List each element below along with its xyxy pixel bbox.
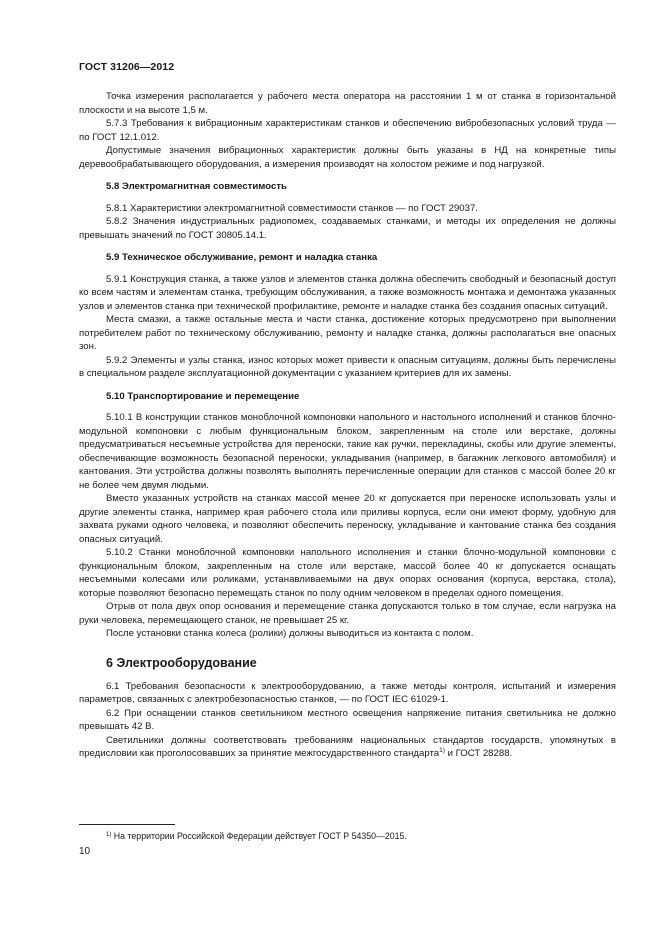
paragraph: 5.10.2 Станки моноблочной компоновки напольного исполнения и станки блочно-модульной компоновки с функциональным блоком, закрепленным на столе или верстаке, массой более 40 кг допускается оснащать несъемными колесами или роликами, устанавливаемыми на двух опорах основания (корпуса, верстака, стола), которые позволяют безопасно перемещать станок по полу одним человеком в пределах одного помещения. [79, 547, 616, 599]
paragraph: 5.8.1 Характеристики электромагнитной совместимости станков — по ГОСТ 29037. [106, 202, 478, 214]
paragraph-text: Светильники должны соответствовать требованиям национальных стандартов государств, упомянутых в предисловии как проголосовавших за принятие межгосударственного стандарта [79, 734, 616, 759]
paragraph: 6.1 Требования безопасности к электрооборудованию, а также методы контроля, испытаний и измерения параметров, связанных с электробезопасностью станков, — по ГОСТ IEC 61029-1. [79, 680, 616, 705]
footnote-reference[interactable]: 1) [439, 747, 445, 754]
footnote-text: На территории Российской Федерации действует ГОСТ Р 54350—2015. [111, 831, 407, 841]
paragraph: 5.10.1 В конструкции станков моноблочной компоновки напольного и настольного исполнений и станков блочно-модульной компоновки с любым функциональным блоком, закрепленным на столе или верстаке, должны предусматриваться несъемные устройства для переноски, такие как ручки, перекладины, скобы или другие элементы, обеспечивающие возможность безопасной переноски, укладывания (например, в багажник легкового автомобиля) и кантования. Эти устройства должны позволять выполнять перечисленные операции для станков с массой более 20 кг не более чем двумя людьми. [79, 412, 616, 491]
footnote-marker: 1) [106, 832, 112, 838]
paragraph: 5.8.2 Значения индустриальных радиопомех, создаваемых станками, и методы их определения не должны превышать значений по ГОСТ 30805.14.1. [79, 216, 616, 241]
paragraph [79, 734, 616, 761]
standard-header: ГОСТ 31206—2012 [79, 61, 175, 73]
paragraph: Места смазки, а также остальные места и части станка, достижение которых предусмотрено при выполнении потребителем работ по техническому обслуживанию, ремонту и наладке станка, должны располагаться вне опасных зон. [79, 314, 616, 352]
section-heading-6: 6 Электрооборудование [106, 655, 257, 670]
paragraph: Точка измерения располагается у рабочего места оператора на расстоянии 1 м от станка в горизонтальной плоскости и на высоте 1,5 м. [79, 91, 616, 116]
page-body [79, 90, 616, 761]
paragraph: Допустимые значения вибрационных характеристик должны быть указаны в НД на конкретные типы деревообрабатывающего оборудования, а измерения производят на холостом режиме и под нагрузкой. [79, 145, 616, 170]
section-heading-5-10: 5.10 Транспортирование и перемещение [106, 390, 300, 402]
footnote-divider [79, 824, 175, 825]
paragraph: 5.7.3 Требования к вибрационным характеристикам станков и обеспечению вибробезопасных условий труда — по ГОСТ 12.1.012. [79, 118, 616, 143]
paragraph: 6.2 При оснащении станков светильником местного освещения напряжение питания светильника не должно превышать 42 В. [79, 707, 616, 732]
section-heading-5-8: 5.8 Электромагнитная совместимость [106, 181, 287, 192]
paragraph-text: и ГОСТ 28288. [444, 748, 513, 759]
paragraph: После установки станка колеса (ролики) должны выводиться из контакта с полом. [106, 628, 474, 639]
footnote [106, 830, 407, 842]
paragraph: 5.9.2 Элементы и узлы станка, износ которых может привести к опасным ситуациям, должны быть перечислены в специальном разделе эксплуатационной документации с указанием критериев для их замены. [79, 354, 616, 379]
section-heading-5-9: 5.9 Техническое обслуживание, ремонт и наладка станка [106, 252, 378, 263]
paragraph: 5.9.1 Конструкция станка, а также узлов и элементов станка должна обеспечить свободный и безопасный доступ ко всем частям и элементам станка, требующим обслуживания, а также возможность монтажа и демонтажа указанных узлов и элементов станка при технической профилактике, ремонте и наладке станка без создания опасных ситуаций. [79, 273, 616, 312]
page-number: 10 [79, 846, 91, 857]
paragraph: Отрыв от пола двух опор основания и перемещение станка допускаются только в том случае, если нагрузка на руки человека, перемещающего станок, не превышает 25 кг. [79, 601, 616, 626]
paragraph: Вместо указанных устройств на станках массой менее 20 кг допускается при переноске использовать узлы и другие элементы станка, например края рабочего стола или приливы корпуса, если они имеют форму, удобную для захвата руками одного человека, и позволяют обеспечить переноску, укладывание и кантование станка без создания опасных ситуаций. [79, 493, 616, 545]
